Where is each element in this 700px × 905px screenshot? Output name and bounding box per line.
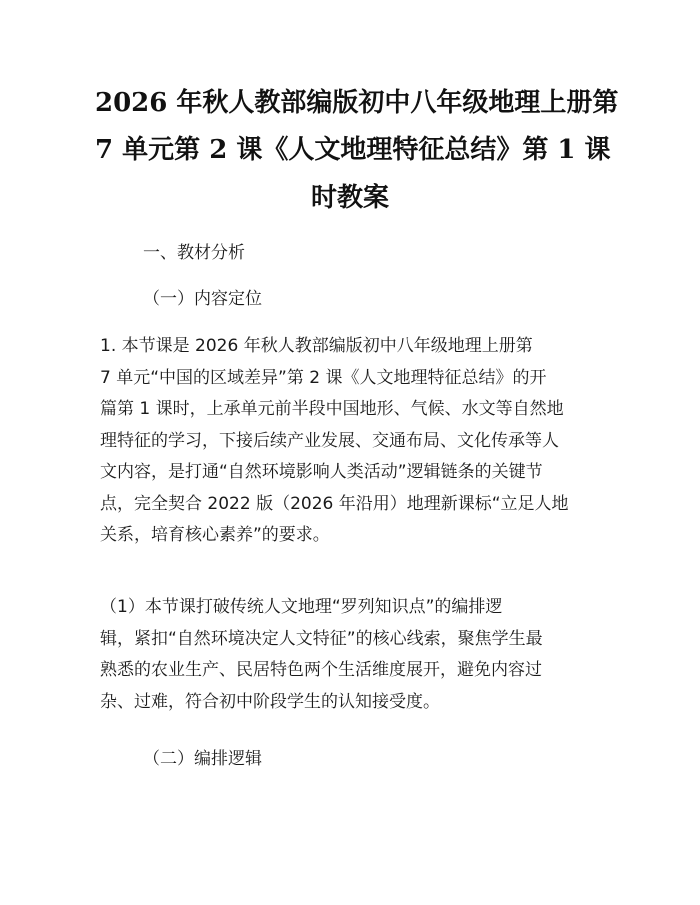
subsection-heading-arrangement-logic: （二）编排逻辑 [143, 749, 262, 769]
paragraph-arrangement-note [100, 592, 608, 718]
paragraph-line: 文内容，是打通“自然环境影响人类活动”逻辑链条的关键节 [100, 462, 543, 482]
section-heading-textbook-analysis: 一、教材分析 [143, 243, 245, 263]
paragraph-line: 7 单元“中国的区域差异”第 2 课《人文地理特征总结》的开 [100, 367, 547, 388]
paragraph-line: （1）本节课打破传统人文地理“罗列知识点”的编排逻 [100, 597, 503, 617]
paragraph-line: 关系，培育核心素养”的要求。 [100, 525, 330, 545]
paragraph-content-positioning [100, 331, 608, 552]
document-title-line-1: 2026 年秋人教部编版初中八年级地理上册第 [95, 88, 619, 118]
paragraph-line: 杂、过难，符合初中阶段学生的认知接受度。 [100, 691, 440, 712]
paragraph-line: 1. 本节课是 2026 年秋人教部编版初中八年级地理上册第 [100, 336, 533, 356]
paragraph-line: 熟悉的农业生产、民居特色两个生活维度展开，避免内容过 [100, 660, 542, 680]
paragraph-line: 理特征的学习，下接后续产业发展、交通布局、文化传承等人 [100, 430, 559, 451]
document-title-line-3: 时教案 [310, 183, 389, 213]
paragraph-line: 篇第 1 课时，上承单元前半段中国地形、气候、水文等自然地 [100, 399, 564, 419]
subsection-heading-content-positioning: （一）内容定位 [143, 289, 262, 309]
paragraph-line: 点，完全契合 2022 版（2026 年沿用）地理新课标“立足人地 [100, 493, 569, 514]
paragraph-line: 辑，紧扣“自然环境决定人文特征”的核心线索，聚焦学生最 [100, 628, 543, 649]
document-title-line-2: 7 单元第 2 课《人文地理特征总结》第 1 课 [95, 135, 611, 165]
